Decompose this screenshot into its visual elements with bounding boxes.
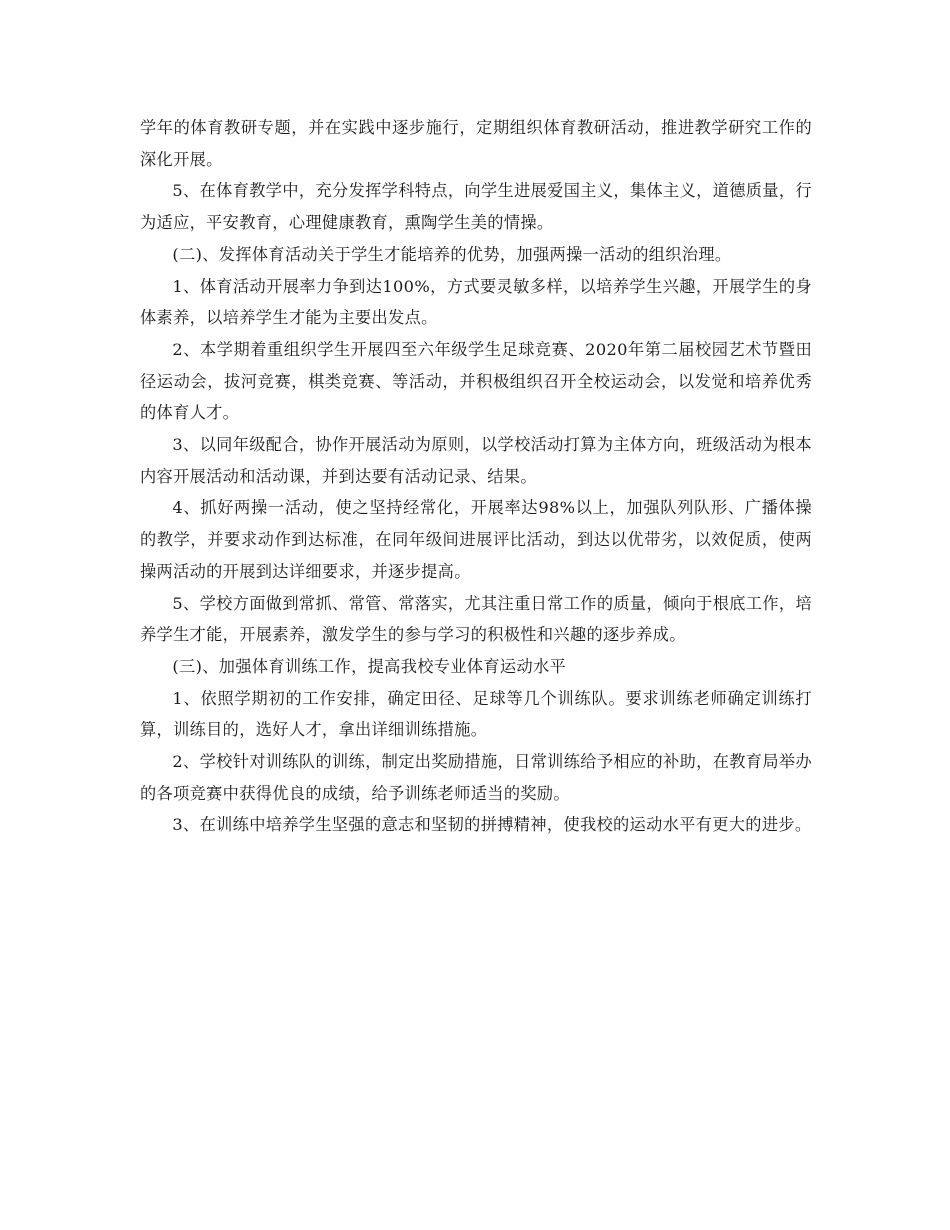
paragraph-continuation: 学年的体育教研专题，并在实践中逐步施行，定期组织体育教研活动，推进教学研究工作的深化开展。 [140, 118, 812, 169]
paragraph-item-3-spirit: 3、在训练中培养学生坚强的意志和坚韧的拼搏精神，使我校的运动水平有更大的进步。 [172, 815, 812, 835]
paragraph-item-4-exercises: 4、抓好两操一活动，使之坚持经常化，开展率达98%以上，加强队列队形、广播体操的教学，并要求动作到达标准，在同年级间进展评比活动，到达以优带劣，以效促质，使两操两活动的开展到达详细要求，并逐步提高。 [140, 498, 812, 581]
paragraph-item-5-management: 5、学校方面做到常抓、常管、常落实，尤其注重日常工作的质量，倾向于根底工作，培养学生才能，开展素养，激发学生的参与学习的积极性和兴趣的逐步养成。 [140, 593, 812, 645]
paragraph-item-3-grade-cooperation: 3、以同年级配合，协作开展活动为原则，以学校活动打算为主体方向，班级活动为根本内容开展活动和活动课，并到达要有活动记录、结果。 [140, 435, 812, 486]
paragraph-item-1-activity-rate: 1、体育活动开展率力争到达100%，方式要灵敏多样，以培养学生兴趣，开展学生的身体素养，以培养学生才能为主要出发点。 [140, 276, 812, 328]
document-body [140, 112, 812, 841]
section-heading-3: (三)、加强体育训练工作，提高我校专业体育运动水平 [172, 656, 567, 676]
paragraph-item-5-education: 5、在体育教学中，充分发挥学科特点，向学生进展爱国主义，集体主义，道德质量，行为适应，平安教育，心理健康教育，熏陶学生美的情操。 [140, 181, 812, 233]
paragraph-item-2-competitions: 2、本学期着重组织学生开展四至六年级学生足球竞赛、2020年第二届校园艺术节暨田径运动会，拔河竞赛，棋类竞赛、等活动，并积极组织召开全校运动会，以发觉和培养优秀的体育人才。 [140, 339, 812, 423]
section-heading-2: (二)、发挥体育活动关于学生才能培养的优势，加强两操一活动的组织治理。 [172, 244, 732, 264]
paragraph-item-1-training-teams: 1、依照学期初的工作安排，确定田径、足球等几个训练队。要求训练老师确定训练打算，训练目的，选好人才，拿出详细训练措施。 [140, 688, 812, 740]
paragraph-item-2-rewards: 2、学校针对训练队的训练，制定出奖励措施，日常训练给予相应的补助，在教育局举办的各项竞赛中获得优良的成绩，给予训练老师适当的奖励。 [140, 752, 812, 803]
